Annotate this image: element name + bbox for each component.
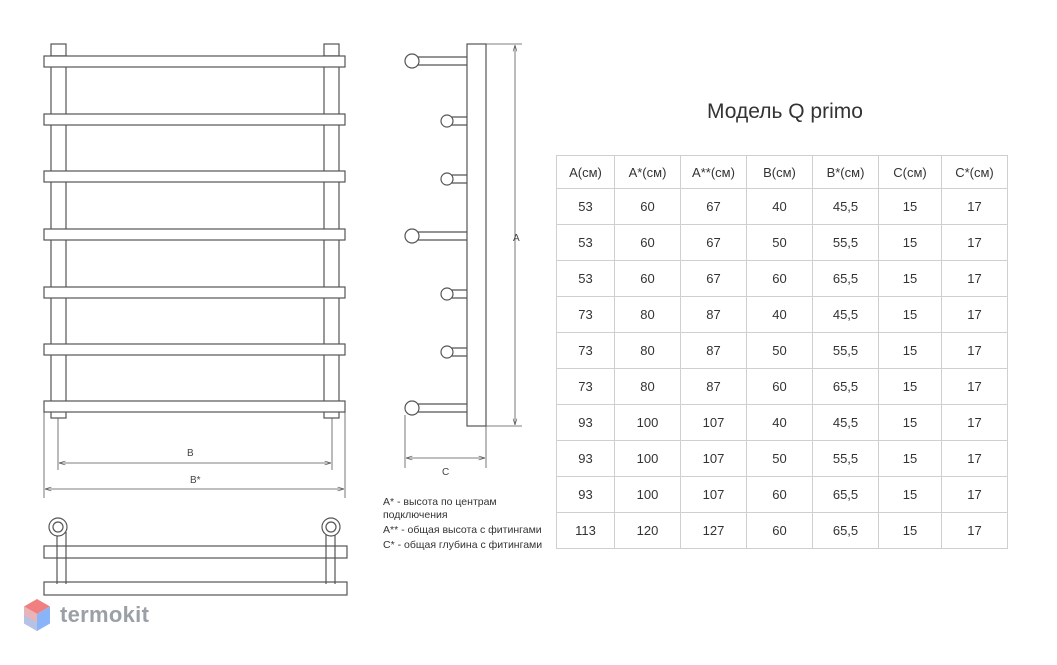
- table-cell: 15: [879, 405, 942, 441]
- side-view: [405, 44, 522, 468]
- table-cell: 80: [615, 369, 681, 405]
- note-a-double-star: A** - общая высота с фитингами: [383, 524, 542, 536]
- dim-label-a: A: [513, 233, 520, 244]
- dim-label-c: C: [442, 467, 450, 478]
- table-row: [557, 261, 1008, 297]
- top-view: [44, 518, 347, 595]
- table-cell: 17: [942, 297, 1008, 333]
- table-cell: 17: [942, 333, 1008, 369]
- table-cell: 65,5: [813, 369, 879, 405]
- table-cell: 15: [879, 513, 942, 549]
- table-cell: 17: [942, 513, 1008, 549]
- table-cell: 65,5: [813, 261, 879, 297]
- table-cell: 17: [942, 189, 1008, 225]
- table-cell: 93: [557, 477, 615, 513]
- page-title: Модель Q primo: [707, 100, 863, 123]
- table-cell: 100: [615, 441, 681, 477]
- table-row: [557, 297, 1008, 333]
- notes: [383, 496, 543, 554]
- table-cell: 50: [747, 441, 813, 477]
- table-cell: 45,5: [813, 189, 879, 225]
- table-cell: 55,5: [813, 333, 879, 369]
- table-cell: 50: [747, 225, 813, 261]
- dim-label-b: B: [187, 448, 194, 459]
- table-cell: 15: [879, 333, 942, 369]
- table-cell: 73: [557, 369, 615, 405]
- table-row: [557, 441, 1008, 477]
- table-cell: 127: [681, 513, 747, 549]
- table-row: [557, 477, 1008, 513]
- table-cell: 17: [942, 225, 1008, 261]
- table-cell: 80: [615, 333, 681, 369]
- table-cell: 55,5: [813, 225, 879, 261]
- table-header-row: [557, 156, 1008, 189]
- table-cell: 87: [681, 333, 747, 369]
- table-cell: 93: [557, 405, 615, 441]
- header-cell: A**(см): [681, 156, 747, 189]
- table-cell: 87: [681, 297, 747, 333]
- table-cell: 55,5: [813, 441, 879, 477]
- table-cell: 15: [879, 261, 942, 297]
- header-cell: C(см): [879, 156, 942, 189]
- table-cell: 107: [681, 405, 747, 441]
- table-cell: 65,5: [813, 477, 879, 513]
- table-row: [557, 405, 1008, 441]
- header-cell: A*(см): [615, 156, 681, 189]
- table-cell: 15: [879, 477, 942, 513]
- table-cell: 53: [557, 189, 615, 225]
- table-cell: 73: [557, 333, 615, 369]
- table-cell: 60: [615, 189, 681, 225]
- table-cell: 15: [879, 369, 942, 405]
- note-a-star: A* - высота по центрам подключения: [383, 496, 497, 521]
- note-c-star: C* - общая глубина с фитингами: [383, 539, 543, 551]
- table-cell: 45,5: [813, 405, 879, 441]
- table-row: [557, 333, 1008, 369]
- table-cell: 67: [681, 261, 747, 297]
- table-row: [557, 513, 1008, 549]
- table-cell: 60: [747, 369, 813, 405]
- table-row: [557, 225, 1008, 261]
- table-cell: 67: [681, 189, 747, 225]
- table-cell: 53: [557, 261, 615, 297]
- header-cell: B(см): [747, 156, 813, 189]
- brand-logo: [22, 598, 149, 632]
- table-cell: 67: [681, 225, 747, 261]
- table-cell: 100: [615, 477, 681, 513]
- table-cell: 17: [942, 261, 1008, 297]
- table-cell: 45,5: [813, 297, 879, 333]
- table-cell: 53: [557, 225, 615, 261]
- table-cell: 15: [879, 189, 942, 225]
- table-row: [557, 369, 1008, 405]
- table-cell: 15: [879, 441, 942, 477]
- logo-text: termokit: [60, 602, 150, 627]
- table-cell: 40: [747, 297, 813, 333]
- table-cell: 87: [681, 369, 747, 405]
- table-row: [557, 189, 1008, 225]
- table-cell: 17: [942, 441, 1008, 477]
- table-cell: 17: [942, 405, 1008, 441]
- table-cell: 120: [615, 513, 681, 549]
- table-cell: 60: [747, 261, 813, 297]
- table-cell: 17: [942, 477, 1008, 513]
- table-cell: 80: [615, 297, 681, 333]
- table-cell: 107: [681, 441, 747, 477]
- table-cell: 60: [747, 513, 813, 549]
- table-cell: 17: [942, 369, 1008, 405]
- table-cell: 100: [615, 405, 681, 441]
- spec-table: [556, 155, 1008, 549]
- table-cell: 15: [879, 297, 942, 333]
- side-fittings: [405, 54, 467, 415]
- table-cell: 93: [557, 441, 615, 477]
- table-cell: 40: [747, 189, 813, 225]
- dim-label-b-star: B*: [190, 475, 201, 486]
- table-cell: 107: [681, 477, 747, 513]
- table-cell: 60: [615, 261, 681, 297]
- rungs: [44, 56, 345, 412]
- table-cell: 60: [615, 225, 681, 261]
- table-cell: 60: [747, 477, 813, 513]
- header-cell: B*(см): [813, 156, 879, 189]
- header-cell: A(см): [557, 156, 615, 189]
- table-cell: 65,5: [813, 513, 879, 549]
- table-cell: 113: [557, 513, 615, 549]
- header-cell: C*(см): [942, 156, 1008, 189]
- table-cell: 73: [557, 297, 615, 333]
- table-cell: 40: [747, 405, 813, 441]
- hexagon-logo-icon: [22, 598, 52, 632]
- table-cell: 15: [879, 225, 942, 261]
- table-cell: 50: [747, 333, 813, 369]
- front-view: [44, 44, 345, 498]
